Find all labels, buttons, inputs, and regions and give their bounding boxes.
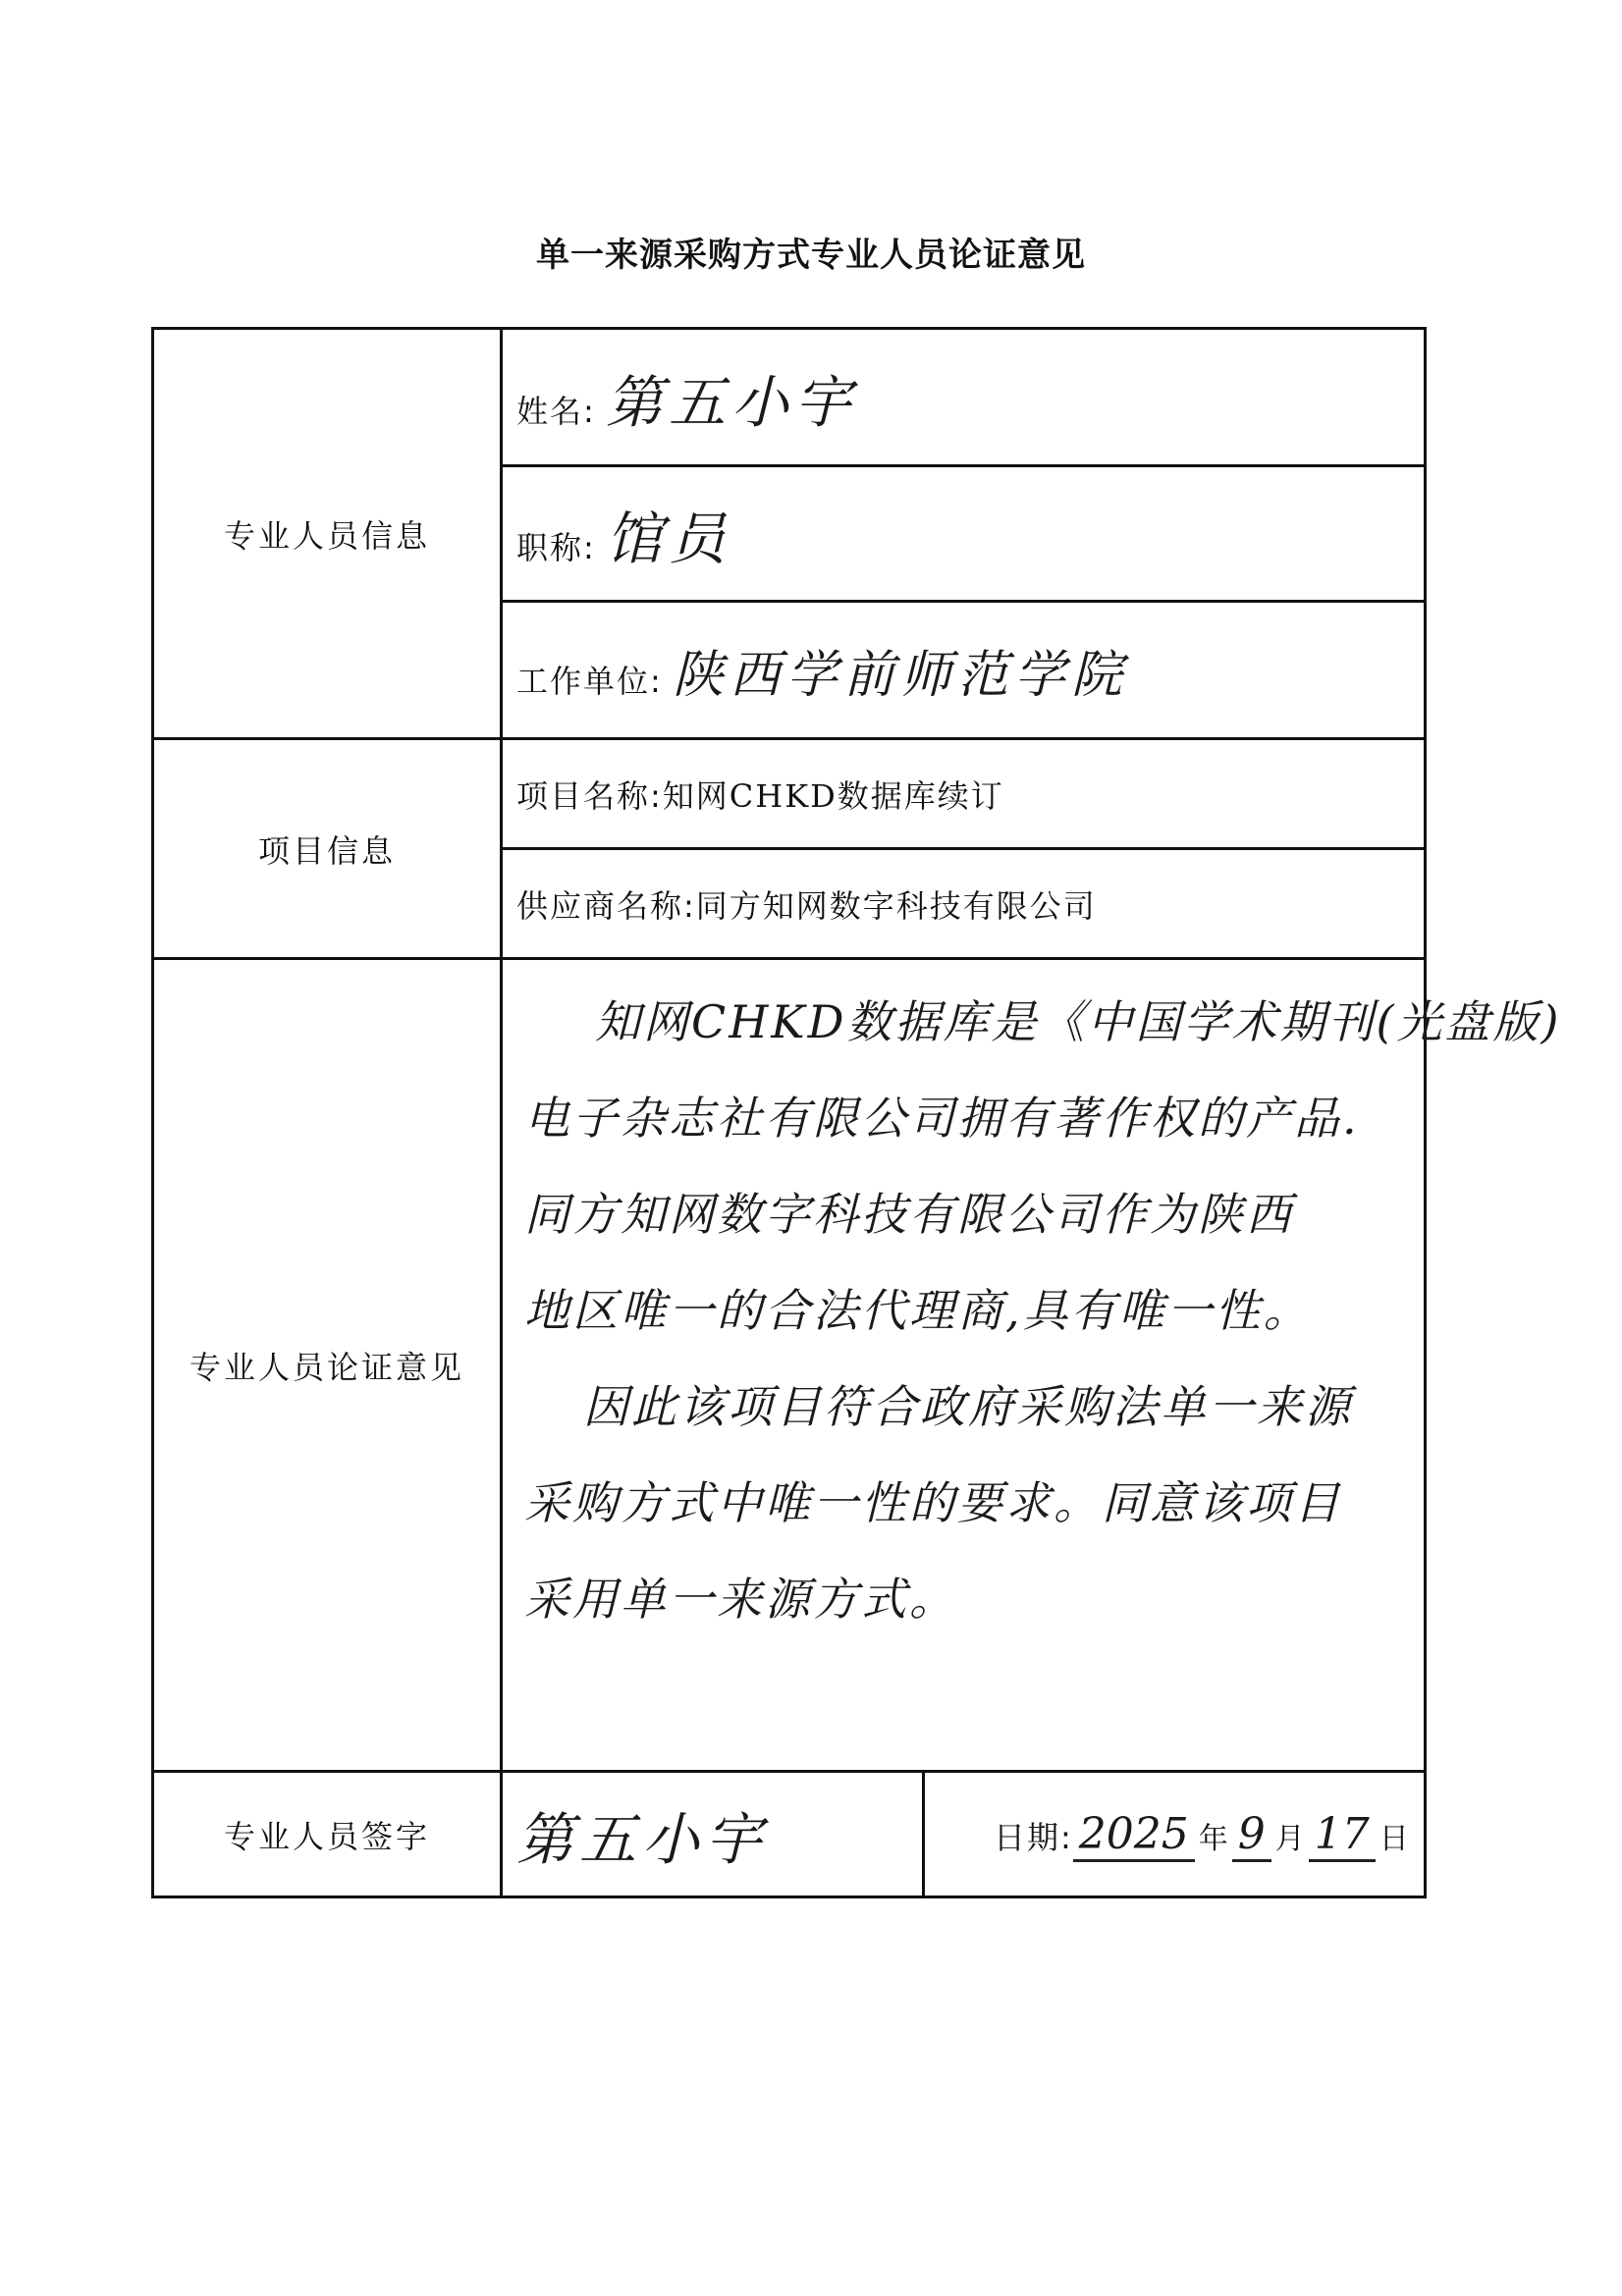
opinion-line: 电子杂志社有限公司拥有著作权的产品. — [524, 1092, 1360, 1145]
job-title-field — [502, 466, 1426, 602]
professional-info-label: 专业人员信息 — [153, 329, 502, 739]
opinion-line: 采购方式中唯一性的要求。同意该项目 — [524, 1476, 1342, 1529]
name-label: 姓名: — [516, 392, 596, 430]
opinion-form-table — [151, 327, 1562, 1898]
opinion-handwritten-text — [502, 959, 1562, 1772]
opinion-line: 采用单一来源方式。 — [524, 1573, 957, 1626]
workplace-value-handwritten: 陕西学前师范学院 — [672, 646, 1128, 705]
date-day-unit: 日 — [1379, 1822, 1409, 1856]
date-year-unit: 年 — [1198, 1822, 1228, 1856]
signature-field — [502, 1772, 924, 1897]
supplier-label: 供应商名称: — [516, 886, 696, 925]
job-title-value-handwritten: 馆员 — [605, 505, 731, 572]
date-label: 日期: — [994, 1819, 1073, 1856]
opinion-line: 同方知网数字科技有限公司作为陕西 — [524, 1188, 1294, 1241]
project-name-row — [153, 739, 1426, 849]
date-field — [924, 1772, 1426, 1897]
project-name-field — [502, 739, 1426, 849]
project-name-label: 项目名称: — [516, 776, 663, 815]
workplace-label: 工作单位: — [516, 663, 663, 700]
signature-label: 专业人员签字 — [153, 1772, 502, 1897]
supplier-field — [502, 849, 1426, 959]
job-title-label: 职称: — [516, 528, 596, 566]
name-row — [153, 329, 1426, 466]
name-field — [502, 329, 1426, 466]
date-month-handwritten: 9 — [1232, 1809, 1271, 1862]
workplace-field — [502, 602, 1426, 739]
opinion-line: 因此该项目符合政府采购法单一来源 — [583, 1380, 1353, 1433]
signature-handwritten: 第五小宇 — [516, 1805, 769, 1873]
opinion-line: 地区唯一的合法代理商,具有唯一性。 — [524, 1284, 1312, 1337]
date-month-unit: 月 — [1274, 1822, 1305, 1856]
date-year-handwritten: 2025 — [1073, 1809, 1195, 1862]
opinion-line: 知网CHKD数据库是《中国学术期刊(光盘版) — [595, 995, 1562, 1048]
opinion-row — [153, 959, 1426, 1772]
opinion-label: 专业人员论证意见 — [153, 959, 502, 1772]
supplier-value: 同方知网数字科技有限公司 — [695, 886, 1097, 925]
document-title: 单一来源采购方式专业人员论证意见 — [536, 236, 1086, 275]
signature-row — [153, 1772, 1426, 1897]
name-value-handwritten: 第五小宇 — [605, 368, 857, 436]
project-info-label: 项目信息 — [153, 739, 502, 959]
date-day-handwritten: 17 — [1309, 1809, 1376, 1862]
project-name-value: 知网CHKD数据库续订 — [662, 776, 1004, 815]
